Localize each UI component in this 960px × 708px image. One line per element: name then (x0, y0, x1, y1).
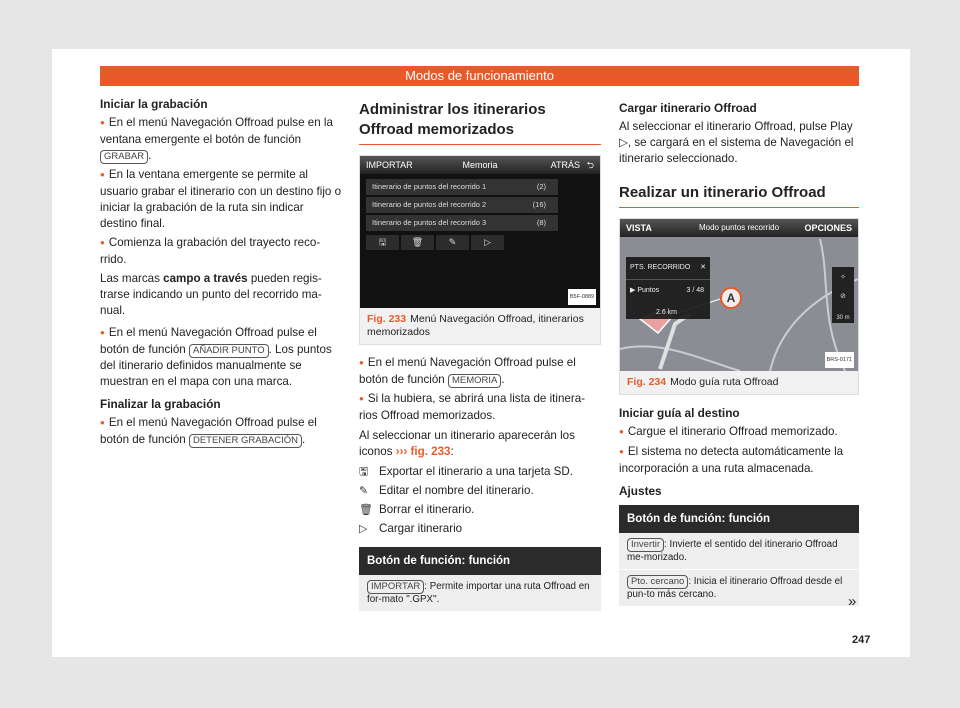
memory-title: Memoria (462, 160, 498, 170)
panel-header: PTS. RECORRIDO ✕ (626, 257, 710, 280)
table-row: Pto. cercano : Inicia el itinerario Offroad desde el pun-to más cercano. (619, 570, 859, 607)
itinerary-row: Itinerario de puntos del recorrido 1 (2) (366, 179, 558, 195)
play-icon: ▷ (359, 523, 368, 535)
trash-icon: 🗑 (359, 504, 373, 516)
function-table-ajustes (619, 505, 859, 607)
icon-row-delete: 🗑 Borrar el itinerario. (359, 503, 475, 516)
section-title-administrar: Administrar los itinerarios Offroad memorizados (359, 100, 601, 145)
atras-button: ATRÁS (550, 160, 580, 170)
step-memoria: ● En el menú Navegación Offroad pulse el botón de función MEMORIA . (359, 355, 601, 388)
key-detener-grabacion: DETENER GRABACIÓN (189, 434, 302, 448)
table-header: Botón de función: función (619, 505, 859, 533)
step-no-detecta: ● El sistema no detecta automáticamente la incorporación a una ruta almacenada. (619, 444, 859, 477)
close-icon: ✕ (700, 264, 706, 271)
figure-code: B5F-0889 (568, 289, 596, 305)
step-comienza: ● Comienza la grabación del trayecto reco-rrido. (100, 235, 344, 268)
page-number: 247 (852, 634, 871, 646)
icon-row-export: 🖫 Exportar el itinerario a una tarjeta SD. (359, 465, 573, 478)
destination-marker-a: A (720, 287, 742, 309)
key-grabar: GRABAR (100, 150, 148, 164)
vista-button: VISTA (626, 223, 652, 233)
pencil-icon: ✎ (359, 485, 369, 497)
figure-233 (359, 155, 601, 345)
heading-finalizar-grabacion: Finalizar la grabación (100, 397, 221, 411)
icon-row-edit: ✎ Editar el nombre del itinerario. (359, 484, 534, 497)
trash-icon: 🗑 (401, 235, 434, 250)
key-invertir: Invertir (627, 538, 664, 552)
distance-label: 2.6 km (656, 309, 678, 316)
map-controls (832, 267, 854, 323)
itinerary-row: Itinerario de puntos del recorrido 3 (8) (366, 215, 558, 231)
step-pulse-grabar: ● En el menú Navegación Offroad pulse en la ventana emergente el botón de función GRABAR . (100, 115, 344, 164)
play-icon: ▶ (630, 287, 636, 294)
offroad-map-screenshot (620, 219, 858, 371)
fig-233-ref[interactable]: ››› fig. 233 (395, 445, 451, 458)
para-cargar: Al seleccionar el itinerario Offroad, pulse Play ▷, se cargará en el sistema de Navegación el itinerario seleccionado. (619, 120, 854, 165)
table-row: Invertir : Invierte el sentido del itinerario Offroad me-morizado. (619, 533, 859, 570)
figure-233-caption: Fig. 233 Menú Navegación Offroad, itinerarios memorizados (360, 308, 600, 344)
route-points-panel (626, 257, 710, 319)
table-row: IMPORTAR : Permite importar una ruta Offroad en for-mato ".GPX". (359, 575, 601, 612)
heading-cargar-itinerario: Cargar itinerario Offroad (619, 101, 757, 115)
map-mode-title: Modo puntos recorrido (698, 223, 780, 232)
figure-234 (619, 218, 859, 395)
section-title-realizar: Realizar un itinerario Offroad (619, 183, 859, 208)
step-ventana-emergente: ● En la ventana emergente se permite al usuario grabar el itinerario con un destino fijo o iniciar la grabación de la ruta sin indicar destino final. (100, 167, 344, 232)
step-lista: ● Si la hubiera, se abrirá una lista de itinera-rios Offroad memorizados. (359, 391, 601, 424)
function-table-import (359, 547, 601, 612)
icon-row-load: ▷ Cargar itinerario (359, 522, 463, 535)
continue-marker: » (848, 593, 857, 610)
play-icon: ▷ (471, 235, 504, 250)
para-iconos: Al seleccionar un itinerario aparecerán los iconos ››› fig. 233: (359, 429, 575, 458)
opciones-button: OPCIONES (804, 223, 852, 233)
column-left (100, 96, 344, 451)
map-scale: 30 m (836, 315, 850, 321)
key-anadir-punto: AÑADIR PUNTO (189, 344, 269, 358)
panel-points-row: ▶ Puntos 3 / 48 (630, 287, 704, 294)
back-arrow-icon: ⮌ (586, 160, 594, 170)
map-top-bar (620, 219, 858, 237)
column-middle (359, 100, 601, 612)
heading-iniciar-grabacion: Iniciar la grabación (100, 97, 208, 111)
itinerary-row: Itinerario de puntos del recorrido 2 (16) (366, 197, 558, 213)
heading-iniciar-guia: Iniciar guía al destino (619, 406, 740, 420)
memory-menu-screenshot (360, 156, 600, 308)
key-memoria: MEMORIA (448, 374, 501, 388)
save-icon: 🖫 (366, 235, 399, 250)
key-importar: IMPORTAR (367, 580, 424, 594)
section-header: Modos de funcionamiento (100, 66, 859, 86)
step-detener: ● En el menú Navegación Offroad pulse el botón de función DETENER GRABACIÓN . (100, 415, 344, 448)
figure-234-caption: Fig. 234 Modo guía ruta Offroad (620, 371, 858, 394)
key-pto-cercano: Pto. cercano (627, 575, 688, 589)
step-cargue: ● Cargue el itinerario Offroad memorizado. (619, 424, 859, 441)
heading-ajustes: Ajustes (619, 484, 662, 498)
compass-icon: ✧ (840, 274, 846, 281)
step-anadir-punto: ● En el menú Navegación Offroad pulse el botón de función AÑADIR PUNTO . Los puntos del itinerario definidos manualmente se muestran en el mapa con una marca. (100, 325, 344, 390)
mute-icon: ⊘ (840, 293, 846, 300)
figure-code: BRS-0171 (825, 352, 854, 368)
para-marcas: Las marcas campo a través pueden regis-trarse indicando un punto del recorrido ma-nual. (100, 272, 322, 317)
sd-card-icon: 🖫 (359, 466, 369, 478)
importar-button: IMPORTAR (366, 160, 413, 170)
column-right (619, 100, 859, 607)
table-header: Botón de función: función (359, 547, 601, 575)
pencil-icon: ✎ (436, 235, 469, 250)
memory-top-bar (360, 156, 600, 174)
